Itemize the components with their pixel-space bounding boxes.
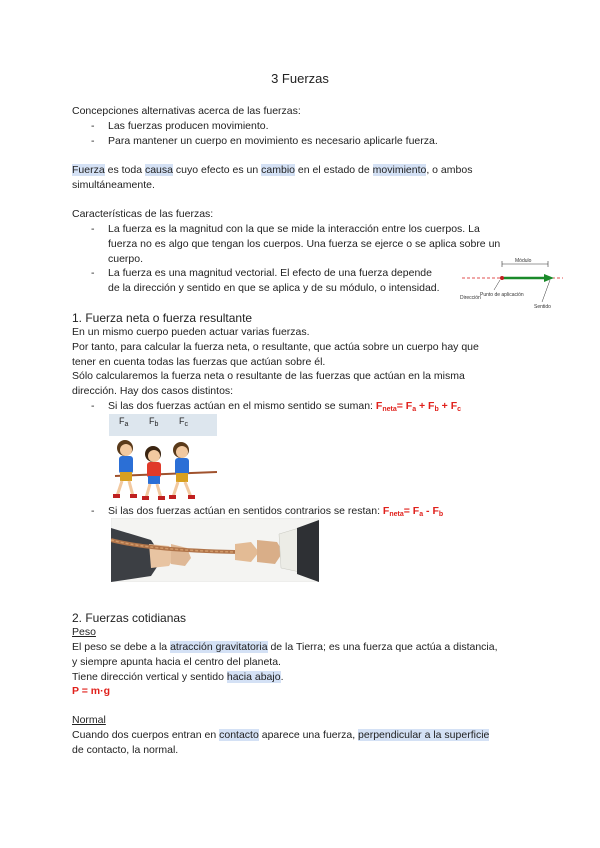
force-label-a: $F_a$: [119, 416, 129, 428]
list-item-cont: de la dirección y sentido en que se aplica y de su módulo, o intensidad.: [108, 282, 440, 294]
modulo-label: Módulo: [515, 258, 532, 264]
peso-line-1: El peso se debe a la atracción gravitatoria de la Tierra; es una fuerza que actúa a distancia,: [72, 641, 498, 653]
section-title-2: 2. Fuerzas cotidianas: [72, 611, 187, 625]
concepciones-heading: Concepciones alternativas acerca de las fuerzas:: [72, 105, 301, 117]
caso2-formula: $F_{neta}= F_a - F_b$: [382, 505, 444, 518]
paragraph-line: Por tanto, para calcular la fuerza neta, o resultante, que actúa sobre un cuerpo hay que: [72, 341, 479, 353]
list-item-cont: fuerza no es algo que tengan los cuerpos. Una fuerza se ejerce o se aplica sobre un: [108, 238, 501, 250]
definicion-line-1: Fuerza es toda causa cuyo efecto es un cambio en el estado de movimiento, o ambos: [72, 164, 473, 176]
peso-heading: Peso: [72, 626, 96, 638]
caso1-formula: $F_{neta}= F_a + F_b + F_c$: [375, 400, 462, 413]
paragraph-line: dirección. Hay dos casos distintos:: [72, 385, 234, 397]
punto-label: Punto de aplicación: [480, 292, 524, 298]
caracteristicas-heading: Características de las fuerzas:: [72, 208, 214, 220]
normal-heading: Normal: [72, 714, 106, 726]
paragraph-line: En un mismo cuerpo pueden actuar varias fuerzas.: [72, 326, 310, 338]
kids-pulling-image: [109, 414, 217, 504]
sentido-label: Sentido: [534, 304, 551, 310]
paragraph-line: Sólo calcularemos la fuerza neta o resultante de las fuerzas que actúan en la misma: [72, 370, 465, 382]
page-title: 3 Fuerzas: [271, 71, 329, 86]
list-item-cont: cuerpo.: [108, 253, 144, 265]
peso-line-3: Tiene dirección vertical y sentido hacia abajo.: [72, 671, 284, 683]
vector-diagram: [460, 256, 565, 314]
section-title-1: 1. Fuerza neta o fuerza resultante: [72, 311, 253, 325]
direccion-label: Dirección: [460, 295, 481, 301]
peso-formula: P = m·g: [72, 685, 111, 697]
paragraph-line: tener en cuenta todas las fuerzas que actúan sobre él.: [72, 356, 326, 368]
peso-line-2: y siempre apunta hacia el centro del planeta.: [72, 656, 281, 668]
normal-line-1: Cuando dos cuerpos entran en contacto aparece una fuerza, perpendicular a la superficie: [72, 729, 490, 741]
force-label-c: $F_c$: [179, 416, 188, 428]
definicion-line-2: simultáneamente.: [72, 179, 155, 191]
normal-line-2: de contacto, la normal.: [72, 744, 179, 756]
hands-tug-of-war-image: [111, 518, 319, 582]
force-label-b: $F_b$: [149, 416, 159, 428]
